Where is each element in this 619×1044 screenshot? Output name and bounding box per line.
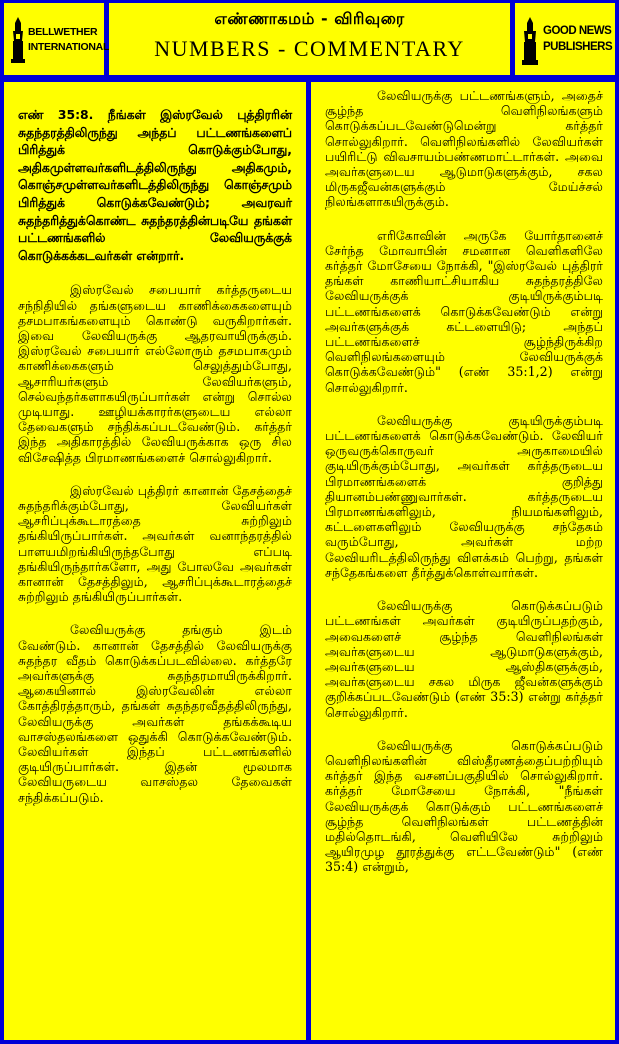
paragraph: இஸ்ரவேல் சபையார் கர்த்தருடைய சந்நிதியில் தங்களுடைய காணிக்கைகளையும் தசமபாகங்களையும் கொண்டு வருகிறார்கள். இவை லேவியருக்கு ஆதரவாயிருக்கும். இஸ்ரவேல் சபையார் எல்லோரும் தசமபாகமும் காணிக்கைகளும் செலுத்தும்போது, ஆசாரியர்களும் லேவியர்களும், செல்வந்தர்களாகயிருப்பார்கள் என்று சொல்ல முடியாது. ஊழியக்காரர்களுடைய எல்லா தேவைகளும் சந்திக்கப்படவேண்டும். கர்த்தர் இந்த அதிகாரத்தில் லேவியருக்காக ஒரு சில விசேஷித்த பிரமாணங்களைச் சொல்லுகிறார்.	[18, 282, 292, 465]
header-bar	[0, 0, 619, 78]
paragraph: லேவியருக்கு கொடுக்கப்படும் பட்டணங்கள் அவர்கள் குடியிருப்பதற்கும், அவைகளைச் சூழ்ந்த வெளிநிலங்கள் அவர்களுடைய ஆடுமாடுகளுக்கும், அவர்களுடைய ஆஸ்திகளுக்கும், அவர்களுடைய சகல மிருக ஜீவன்களுக்கும் குறிக்கப்படவேண்டும் (எண் 35:3) என்று கர்த்தர் சொல்லுகிறார்.	[325, 598, 603, 720]
bellwether-logo	[4, 3, 110, 75]
paragraph: இஸ்ரவேல் புத்திரர் கானான் தேசத்தைச் சுதந்தரிக்கும்போது, லேவியர்கள் ஆசரிப்புக்கூடாரத்தை சுற்றிலும் தங்கியிருப்பார்கள். அவர்கள் வனாந்தரத்தில் பாளயமிறங்கியிருந்தபோது எப்படி தங்கியிருந்தார்களோ, அது போலவே அவர்கள் கானான் தேசத்திலும், ஆசரிப்புக்கூடாரத்தைச் சுற்றிலும் தங்கியிருப்பார்கள்.	[18, 482, 292, 605]
verse-text: எண் 35:8. நீங்கள் இஸ்ரவேல் புத்திரரின் சுதந்தரத்திலிருந்து அந்தப் பட்டணங்களைப் பிரித்துக் கொடுக்கும்போது, அதிகமுள்ளவர்களிடத்திலிருந்து அதிகமும், கொஞ்சமுள்ளவர்களிடத்திலிருந்து கொஞ்சமும் பிரித்துக் கொடுக்கவேண்டும்; அவரவர் சுதந்தரித்துக்கொண்ட சுதந்தரத்தின்படியே தங்கள் பட்டணங்களில் லேவியருக்குக் கொடுக்கக்கடவர்கள் என்றார்.	[18, 107, 292, 263]
page-title-tamil: எண்ணாகமம் - விரிவுரை	[214, 9, 405, 28]
good-news-logo	[515, 3, 615, 75]
left-column	[4, 82, 306, 1040]
content-frame	[0, 78, 619, 1044]
logo-line-2: PUBLISHERS	[543, 41, 613, 53]
paragraph: லேவியருக்கு குடியிருக்கும்படி பட்டணங்களைக் கொடுக்கவேண்டும். லேவியர் ஒருவருக்கொருவர் அருகாமையில் குடியிருக்கும்போது, அவர்கள் கர்த்தருடைய பிரமாணங்களைக் குறித்து தியானம்பண்ணுவார்கள். கர்த்தருடைய பிரமாணங்களிலும், நியமங்களிலும், கட்டளைகளிலும் லேவியருக்கு சந்தேகம் வரும்போது, அவர்கள் மற்ற லேவியரிடத்திலிருந்து விளக்கம் பெற்று, தங்கள் சந்தேகங்களை தீர்த்துக்கொள்வார்கள்.	[325, 412, 603, 580]
logo-line-1: GOOD NEWS	[543, 25, 612, 37]
title-box	[109, 3, 510, 75]
paragraph: லேவியருக்கு பட்டணங்களும், அதைச் சூழ்ந்த வெளிநிலங்களும் கொடுக்கப்படவேண்டுமென்று கர்த்தர் சொல்லுகிறார். வெளிநிலங்களில் லேவியர்கள் பயிரிட்டு விவசாயம்பண்ணமாட்டார்கள். அவை அவர்களுடைய ஆடுமாடுகளுக்கும், சகல மிருகஜீவன்களுக்கும் மேய்ச்சல் நிலங்களாகயிருக்கும்.	[325, 88, 603, 210]
logo-line-2: INTERNATIONAL	[28, 41, 110, 53]
paragraph: எரிகோவின் அருகே யோர்தானைச் சேர்ந்த மோவாபின் சமனான வெளிகளிலே கர்த்தர் மோசேயை நோக்கி, "இஸ்ரவேல் புத்திரர் தங்கள் காணியாட்சியாகிய சுதந்தரத்திலே லேவியருக்குக் குடியிருக்கும்படி பட்டணங்களைக் கொடுக்கவேண்டும் என்று அவர்களுக்குக் கட்டளையிடு; அந்தப் பட்டணங்களைச் சூழ்ந்திருக்கிற வெளிநிலங்களையும் லேவியருக்குக் கொடுக்கவேண்டும்" (எண் 35:1,2) என்று சொல்லுகிறார்.	[325, 227, 603, 395]
paragraph: லேவியருக்கு தங்கும் இடம் வேண்டும். கானான் தேசத்தில் லேவியருக்கு சுதந்தர வீதம் கொடுக்கப்படவில்லை. கர்த்தரே அவர்களுக்கு சுதந்தரமாயிருக்கிறார். ஆகையினால் இஸ்ரவேலின் எல்லா கோத்திரத்தாரும், தங்கள் சுதந்தரவீதத்திலிருந்து, லேவியருக்கு அவர்கள் தங்கக்கூடிய வாசஸ்தலங்களை ஒதுக்கி கொடுக்கவேண்டும். லேவியர்கள் இந்தப் பட்டணங்களில் குடியிருப்பார்கள். இதன் மூலமாக லேவியருடைய வாசஸ்தல தேவைகள் சந்திக்கப்படும்.	[18, 622, 292, 805]
logo-line-1: BELLWETHER	[28, 26, 98, 38]
right-column	[311, 82, 615, 1040]
bell-tower-icon	[521, 17, 539, 65]
paragraph: லேவியருக்கு கொடுக்கப்படும் வெளிநிலங்களின் விஸ்தீரணத்தைப்பற்றியும் கர்த்தர் இந்த வசனப்பகுதியில் சொல்லுகிறார். கர்த்தர் மோசேயை நோக்கி, "நீங்கள் லேவியருக்குக் கொடுக்கும் பட்டணங்களைச் சூழ்ந்த வெளிநிலங்கள் பட்டணத்தின் மதில்தொடங்கி, வெளியிலே சுற்றிலும் ஆயிரமுழ தூரத்துக்கு எட்டவேண்டும்" (எண் 35:4) என்றும்,	[325, 737, 603, 875]
page-title-english: NUMBERS - COMMENTARY	[154, 36, 465, 61]
bell-tower-icon	[10, 17, 26, 63]
